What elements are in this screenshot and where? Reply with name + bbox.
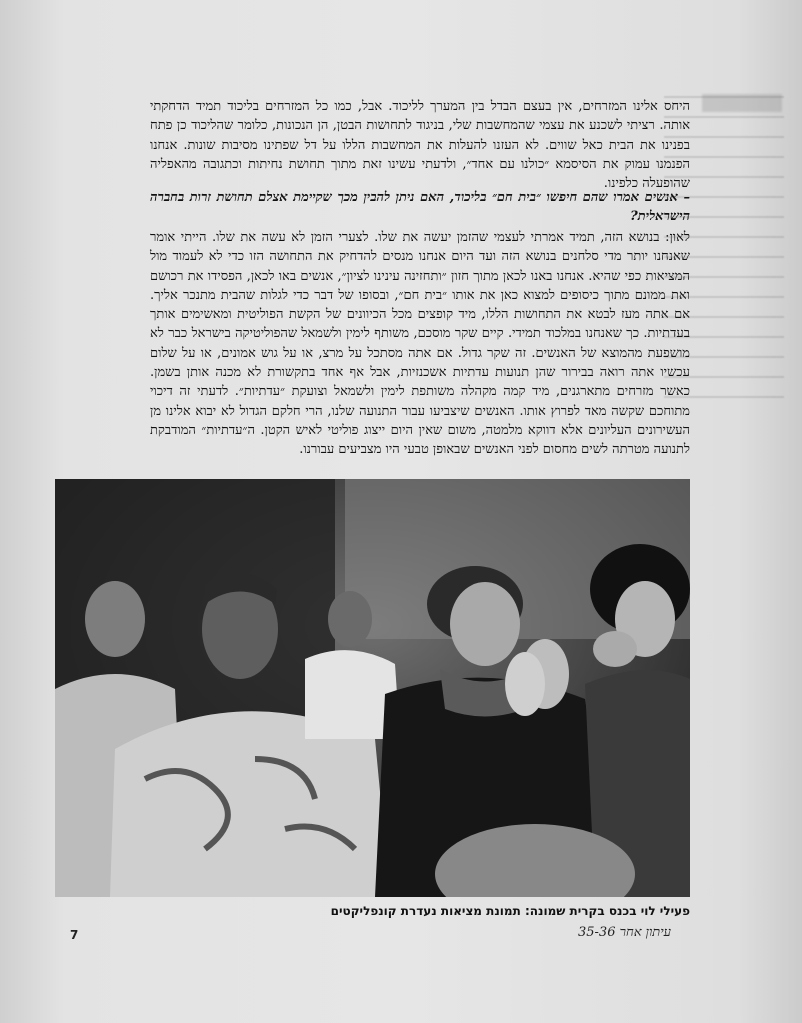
interview-question: – אנשים אמרו שהם חיפשו ״בית חם״ בליכוד, האם ניתן להבין מכך שקיימת אצלם תחושת זרות בחברה הישראלית? <box>150 190 690 224</box>
page-number: 7 <box>70 928 79 942</box>
event-photo <box>55 479 690 897</box>
issue-label <box>578 924 671 940</box>
issue-text: עיתון אחר 35-36 <box>578 925 671 940</box>
article-paragraph-2: לאון: בנושא הזה, תמיד אמרתי לעצמי שהזמן יעשה את שלו. לצערי הזמן לא עשה את שלו. הייתי אומר שאנחנו יותר מדי סלחנים בנושא הזה ועד היום אנחנו מנסים להדחיק את התחושה הזו כדי לא לעמוד מול המציאות כפי שהיא. אנחנו באנו לכאן מתוך חזון ״ותחזינה עינינו לציון״, אנשים באו לכאן, הפסידו את רכושם ואת ממונם מתוך כיסופים למצוא כאן את אותו ״בית חם״, ובסופו של דבר כדי לגלות שהבית מתנכר אליך. אם אתה מעז לבטא את התחושות הללו, מיד קופצים מכל הכיוונים של הקשת הפוליטית ומאשימים אותך בעדתיות. כך שאנחנו במלכוד תמידי. קיים שקר מוסכם, משותף לימין ולשמאל שהפוליטיקה בישראל כבר לא מושפעת מהמוצא של האנשים. זה שקר גדול. אם אתה מסתכל על מרצ, או על גוש אמונים, או על שלום עכשיו אתה רואה בבירור שהן תנועות עדתיות אשכנזיות, אבל אף אחד בתקשורת לא מכנה אותן בשמן. כאשר מזרחים מתארגנים, מיד קמה מקהלה משותפת לימין ולשמאל וצועקת ״עדתיות״. לדעתי זה דיכוי מתוחכם שקשה מאד לפרוץ אותו. האנשים שיצביעו עבור התנועה שלנו, הרי חלקם הגדול לא יבוא אלינו מן העשירונים העליונים אלא דווקא מלמטה, משום שאין היום ייצוג פוליטי לאיש הקטן. ה״עדתיות״ המודבקת לתנועה מטרתה לשים מחסום לפני האנשים שבאופן טבעי היו מצביעים עבורנו. <box>150 230 690 458</box>
article-paragraph-1: היחס אלינו המזרחים, אין בעצם הבדל בין המערך לליכוד. אבל, כמו כל המזרחים בליכוד תמיד הדחקתי אותה. רציתי לשכנע את עצמי שהמחשבות שלי, בניגוד לתחושות הבטן, הן הנכונות, כלומר שהליכוד כן פתח בפנינו את הבית כאל שווים. לא העזנו להעלות את המחשבות הללו על דל שפתינו מסיבות שונות. אנחנו הפנמנו עמוק את הסיסמא ״כולנו עם אחד״, ולדעתי עשינו זאת מתוך תחושת נחיתות וכתגובה מהאפליה שהופעלה כלפינו. <box>150 99 690 192</box>
photo-caption: פעילי לוי בכנס בקרית שמונה: תמונת מציאות נעדרת קונפליקטים <box>330 904 690 918</box>
